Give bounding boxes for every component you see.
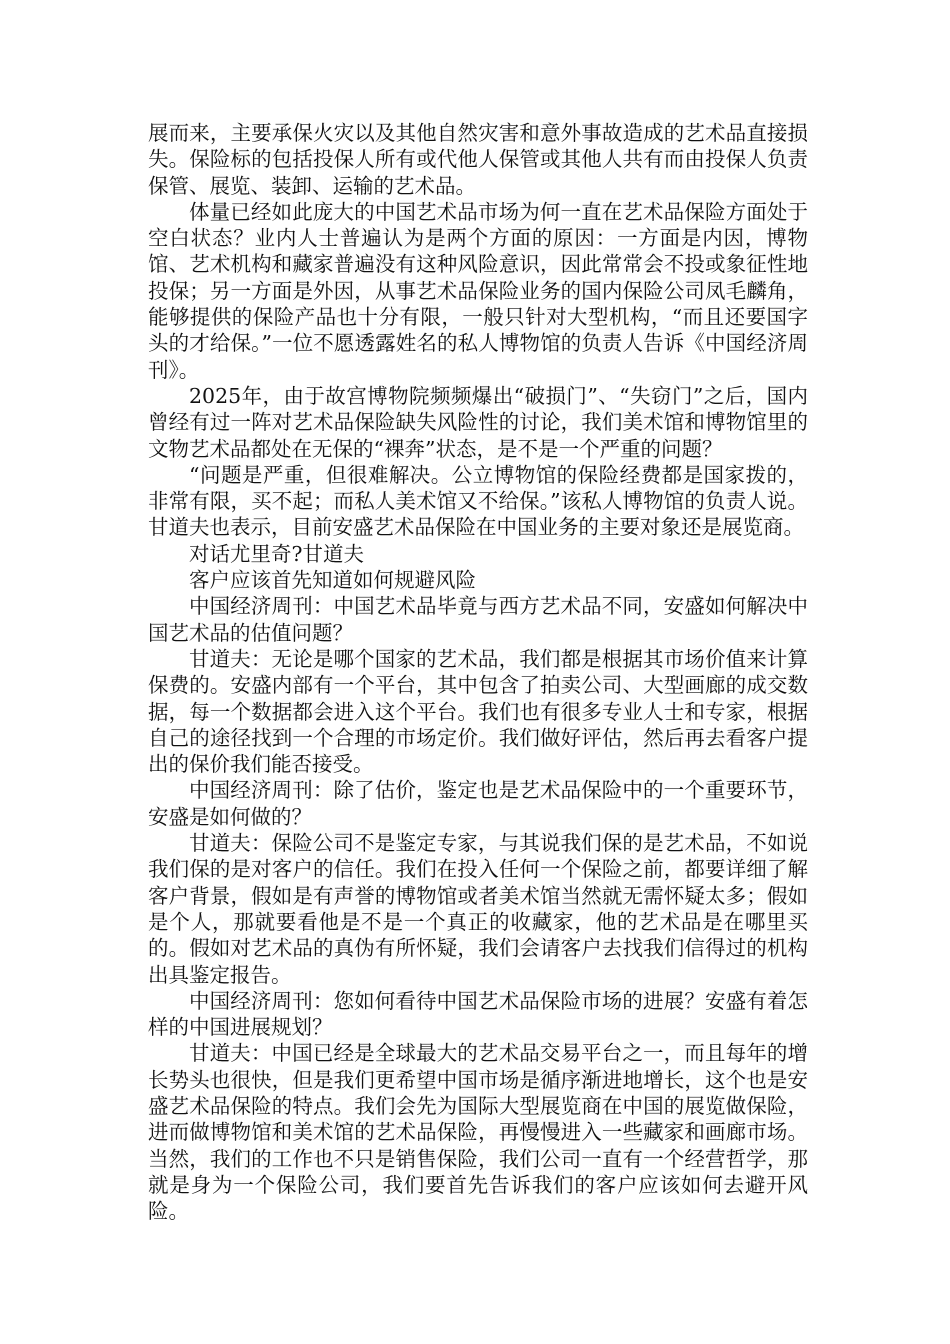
paragraph-quote-museum-head: “问题是严重，但很难解决。公立博物馆的保险经费都是国家拨的，非常有限，买不起；而私人美术馆又不给保。”该私人博物馆的负责人说。甘道夫也表示，目前安盛艺术品保险在中国业务的主要对象还是展览商。 — [148, 462, 808, 540]
paragraph-market-blank: 体量已经如此庞大的中国艺术品市场为何一直在艺术品保险方面处于空白状态？业内人士普遍认为是两个方面的原因：一方面是内因，博物馆、艺术机构和藏家普遍没有这种风险意识，因此常常会不投或象征性地投保；另一方面是外因，从事艺术品保险业务的国内保险公司凤毛麟角，能够提供的保险产品也十分有限，一般只针对大型机构，“而且还要国字头的才给保。”一位不愿透露姓名的私人博物馆的负责人告诉《中国经济周刊》。 — [148, 199, 808, 382]
section-subheading: 客户应该首先知道如何规避风险 — [189, 568, 476, 593]
paragraph-palace-museum: 2025年，由于故宫博物院频频爆出“破损门”、“失窃门”之后，国内曾经有过一阵对艺术品保险缺失风险性的讨论，我们美术馆和博物馆里的文物艺术品都处在无保的“裸奔”状态，是不是一个严重的问题？ — [148, 383, 808, 461]
question-authentication: 中国经济周刊：除了估价，鉴定也是艺术品保险中的一个重要环节，安盛是如何做的？ — [148, 778, 808, 829]
answer-valuation: 甘道夫：无论是哪个国家的艺术品，我们都是根据其市场价值来计算保费的。安盛内部有一个平台，其中包含了拍卖公司、大型画廊的成交数据，每一个数据都会进入这个平台。我们也有很多专业人士和专家，根据自己的途径找到一个合理的市场定价。我们做好评估，然后再去看客户提出的保价我们能否接受。 — [148, 646, 808, 777]
article-body — [148, 120, 808, 1224]
section-heading-dialogue: 对话尤里奇?甘道夫 — [189, 541, 364, 566]
answer-market-outlook: 甘道夫：中国已经是全球最大的艺术品交易平台之一，而且每年的增长势头也很快，但是我们更希望中国市场是循序渐进地增长，这个也是安盛艺术品保险的特点。我们会先为国际大型展览商在中国的展览做保险，进而做博物馆和美术馆的艺术品保险，再慢慢进入一些藏家和画廊市场。当然，我们的工作也不只是销售保险，我们公司一直有一个经营哲学，那就是身为一个保险公司，我们要首先告诉我们的客户应该如何去避开风险。 — [148, 1041, 808, 1224]
question-market-outlook: 中国经济周刊：您如何看待中国艺术品保险市场的进展？安盛有着怎样的中国进展规划？ — [148, 988, 808, 1040]
question-valuation: 中国经济周刊：中国艺术品毕竟与西方艺术品不同，安盛如何解决中国艺术品的估值问题？ — [148, 594, 808, 645]
answer-authentication: 甘道夫：保险公司不是鉴定专家，与其说我们保的是艺术品，不如说我们保的是对客户的信任。我们在投入任何一个保险之前，都要详细了解客户背景，假如是有声誉的博物馆或者美术馆当然就无需怀疑太多；假如是个人，那就要看他是不是一个真正的收藏家，他的艺术品是在哪里买的。假如对艺术品的真伪有所怀疑，我们会请客户去找我们信得过的机构出具鉴定报告。 — [148, 831, 808, 987]
paragraph-continuation: 展而来，主要承保火灾以及其他自然灾害和意外事故造成的艺术品直接损失。保险标的包括投保人所有或代他人保管或其他人共有而由投保人负责保管、展览、装卸、运输的艺术品。 — [148, 121, 808, 198]
